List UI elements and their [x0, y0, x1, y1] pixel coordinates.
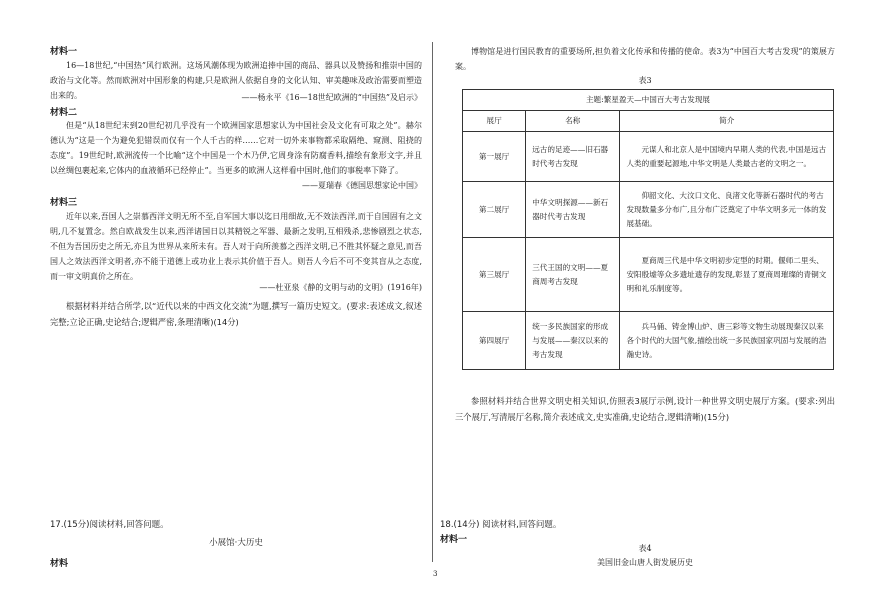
task-instruction-2: 参照材料并结合世界文明史相关知识,仿照表3展厅示例,设计一种世界文明史展厅方案。(要求:列出三个展厅,写清展厅名称,简介表述成文,史实准确,史论结合,逻辑清晰)(15分): [455, 396, 835, 422]
table-row: [463, 312, 834, 370]
table-row-hall: 第四展厅: [463, 312, 526, 370]
table-4-title: 美国旧金山唐人街发展历史: [597, 558, 693, 567]
table-row-name: 三代王国的文明——夏商周考古发现: [526, 238, 620, 312]
question-18-material-heading: 材料一: [440, 535, 468, 545]
right-column: [435, 0, 870, 615]
table-row-name: 中华文明探源——新石器时代考古发现: [526, 182, 620, 238]
table-4-caption: 表4: [638, 544, 652, 553]
page-number: 3: [433, 570, 438, 578]
table-row-name: 统一多民族国家的形成与发展——秦汉以来的考古发现: [526, 312, 620, 370]
table-row-hall: 第一展厅: [463, 132, 526, 182]
table-row-intro: 兵马俑、铸金博山炉、唐三彩等文物生动展现秦汉以来各个时代的大国气象,描绘出统一多民族国家巩固与发展的浩瀚史诗。: [620, 312, 834, 370]
table-row: [463, 238, 834, 312]
table-row-name: 远古的足迹——旧石器时代考古发现: [526, 132, 620, 182]
table-3-caption: 表3: [638, 76, 652, 85]
table-3-header-name: 名称: [526, 111, 620, 132]
question-17-subtitle: 小展馆·大历史: [209, 538, 263, 548]
task-instruction: 根据材料并结合所学,以“近代以来的中西文化交流”为题,撰写一篇历史短文。(要求:表述成文,叙述完整;立论正确,史论结合;逻辑严密,条理清晰)(14分): [50, 301, 422, 327]
material-2-text: 但是“从18世纪末到20世纪初几乎没有一个欧洲国家思想家认为中国社会及文化有可取之处”。赫尔德认为“这是一个为避免犯错误而仅有一个人千古的样……它对一切外来事物都采取隔绝、窥测、阻挠的态度”。19世纪时,欧洲流传一个比喻“这个中国是一个木乃伊,它周身涂有防腐香料,描绘有象形文字,并且以丝绸包裹起来,它体内的血液循环已经停止”。当更多的欧洲人这样看中国时,他们的事税率下降了。: [50, 121, 422, 175]
table-row: [463, 132, 834, 182]
table-row-intro: 仰韶文化、大汶口文化、良渚文化等新石器时代的考古发现数量多分布广,且分布广泛奠定了中华文明多元一体的发展基础。: [620, 182, 834, 238]
material-3-heading: 材料三: [50, 198, 78, 208]
material-1-citation: ——杨永平《16—18世纪欧洲的“中国热”及启示》: [241, 93, 422, 102]
question-17-material-heading: 材料: [50, 559, 69, 569]
table-row-hall: 第二展厅: [463, 182, 526, 238]
material-3-text: 近年以来,吾国人之崇慕西洋文明无所不至,自军国大事以迄日用细故,无不效法西洋,而于自国固有之文明,几不复置念。然自欧战发生以来,西洋诸国日以其精锐之军器、最新之发明,互相残杀,悲惨剧烈之状态,不但为吾国历史之所无,亦且为世界从来所未有。吾人对于向所羡慕之西洋文明,已不胜其怀疑之意见,而吾国人之效法西洋文明者,亦不能于道德上或功业上表示其价值于吾人。则吾人今后不可不变其盲从之态度,而一审文明真价之所在。: [50, 212, 422, 281]
table-3-header-intro: 简介: [620, 111, 834, 132]
question-18-prompt: 18.(14分) 阅读材料,回答问题。: [440, 520, 562, 530]
table-3-theme: 主题:繁星盈天—中国百大考古发现展: [463, 90, 834, 111]
table-3: [462, 89, 834, 370]
material-1-text: 16—18世纪,“中国热”风行欧洲。这场风潮体现为欧洲追捧中国的商品、器具以及赞扬和推崇中国的政治与文化等。然而欧洲对中国形象的构建,只是欧洲人依据自身的文化认知、审美趣味及政治需要而塑造出来的。: [50, 61, 422, 100]
material-2-heading: 材料二: [50, 108, 78, 118]
question-17-prompt: 17.(15分)阅读材料,回答问题。: [50, 520, 169, 530]
material-2-citation: ——夏瑞春《德国思想家论中国》: [302, 181, 422, 190]
table-row-intro: 元谋人和北京人是中国境内早期人类的代表,中国是远古人类的重要起源地,中华文明是人类最古老的文明之一。: [620, 132, 834, 182]
column-divider: [432, 42, 433, 562]
table-row-intro: 夏商周三代是中华文明初步定型的时期。偃师二里头、安阳殷墟等众多遗址遗存的发现,彰显了夏商周璀璨的青铜文明和礼乐制度等。: [620, 238, 834, 312]
table-3-header-hall: 展厅: [463, 111, 526, 132]
material-3-citation: ——杜亚泉《静的文明与动的文明》(1916年): [259, 283, 422, 292]
table-row-hall: 第三展厅: [463, 238, 526, 312]
material-1-heading: 材料一: [50, 47, 78, 57]
intro-text: 博物馆是进行国民教育的重要场所,担负着文化传承和传播的使命。表3为“中国百大考古发现”的策展方案。: [455, 47, 835, 71]
table-row: [463, 182, 834, 238]
